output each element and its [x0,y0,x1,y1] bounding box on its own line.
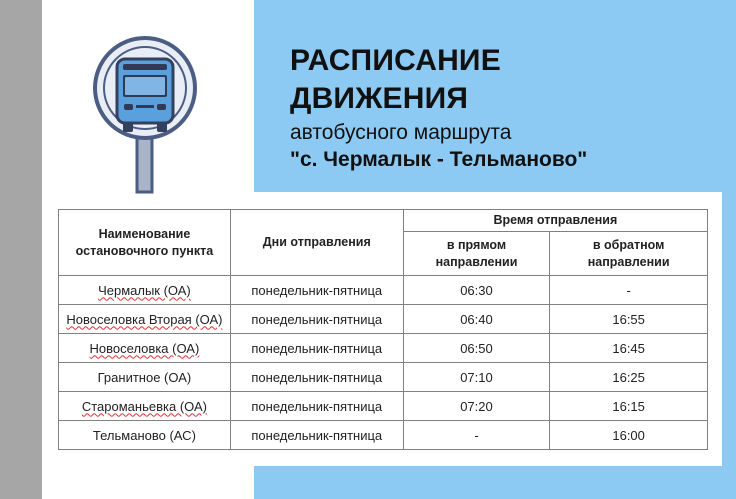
header-backward: в обратном направлении [550,232,708,276]
stop-name [59,334,231,363]
forward-time: - [403,421,550,450]
right-blue-border [722,192,736,466]
days-cell: понедельник-пятница [230,392,403,421]
subtitle: автобусного маршрута [290,121,512,144]
days-cell: понедельник-пятница [230,334,403,363]
title-block [290,42,587,174]
table-row [59,334,708,363]
left-gray-strip [0,0,42,499]
table-row [59,276,708,305]
days-cell: понедельник-пятница [230,305,403,334]
schedule-table [58,209,708,450]
stop-name [59,305,231,334]
stop-name: Тельманово (АС) [59,421,231,450]
backward-time: 16:55 [550,305,708,334]
header-departure-time: Время отправления [403,210,707,232]
table-row [59,421,708,450]
header-stop: Наименование остановочного пункта [59,210,231,276]
title-line-2: ДВИЖЕНИЯ [290,82,469,115]
forward-time: 06:50 [403,334,550,363]
title-line-1: РАСПИСАНИЕ [290,44,501,77]
stop-name-text: Новоселовка (ОА) [89,340,200,356]
forward-time: 06:30 [403,276,550,305]
stop-name [59,392,231,421]
backward-time: 16:25 [550,363,708,392]
table-row [59,363,708,392]
bottom-blue-band [254,466,736,499]
stop-name [59,276,231,305]
days-cell: понедельник-пятница [230,363,403,392]
stop-name-text: Новоселовка Вторая (ОА) [66,311,223,327]
backward-time: - [550,276,708,305]
table-row [59,392,708,421]
route-name: "с. Чермалык - Тельманово" [290,148,588,171]
forward-time: 07:10 [403,363,550,392]
forward-time: 06:40 [403,305,550,334]
stop-name: Гранитное (ОА) [59,363,231,392]
days-cell: понедельник-пятница [230,276,403,305]
bus-stop-sign-icon [92,34,198,194]
header-forward: в прямом направлении [403,232,550,276]
backward-time: 16:00 [550,421,708,450]
stop-name-text: Чермалык (ОА) [98,282,191,298]
backward-time: 16:15 [550,392,708,421]
stop-name-text: Староманьевка (ОА) [81,398,207,414]
table-row [59,305,708,334]
backward-time: 16:45 [550,334,708,363]
days-cell: понедельник-пятница [230,421,403,450]
forward-time: 07:20 [403,392,550,421]
header-days: Дни отправления [230,210,403,276]
